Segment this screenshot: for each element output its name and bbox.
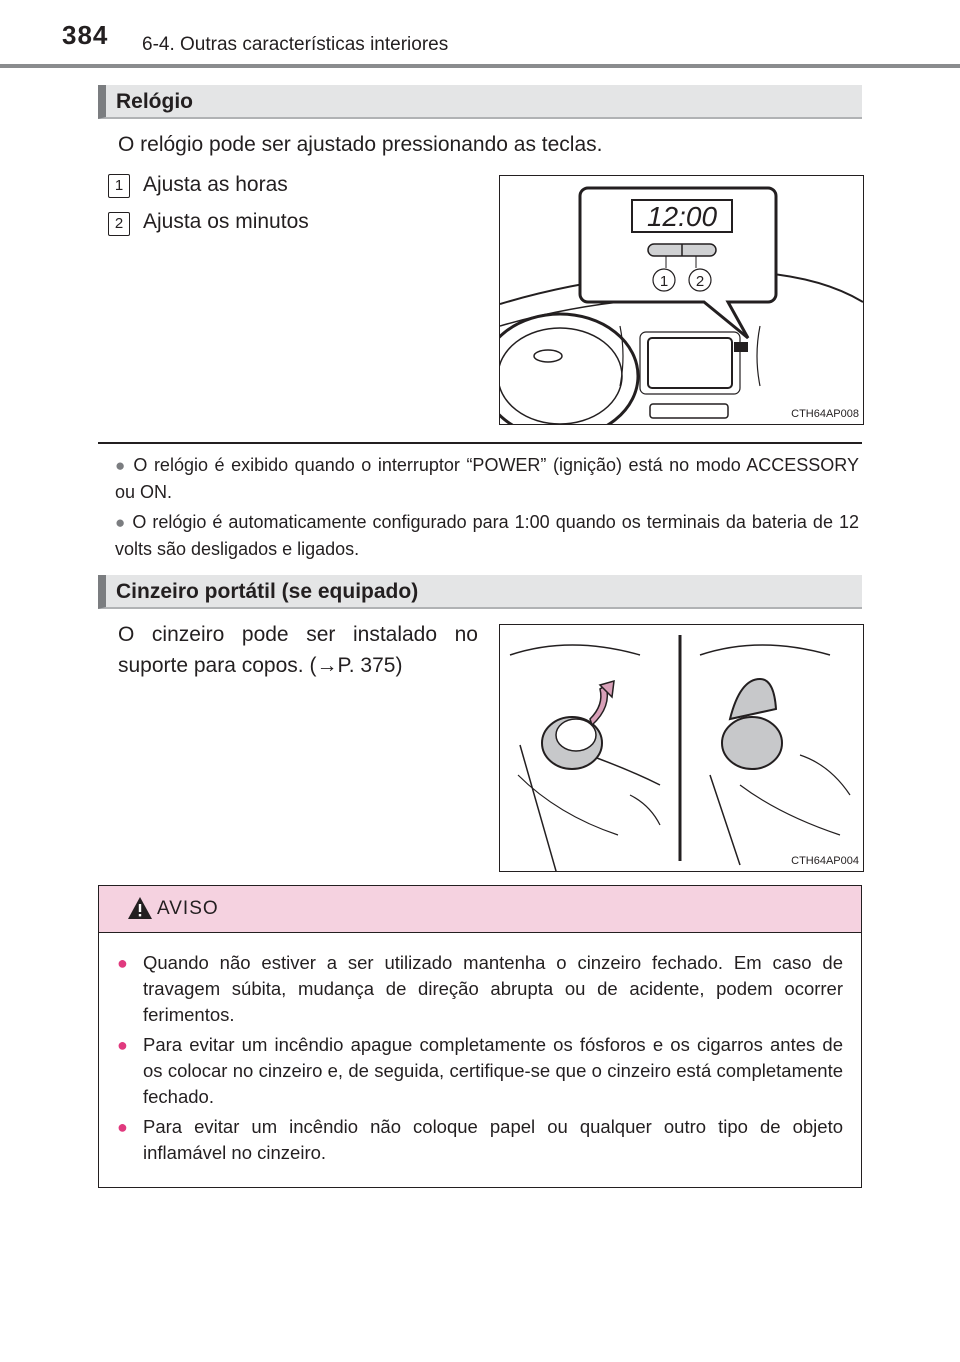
section-heading-clock-label: Relógio [116, 90, 193, 113]
item-number-badge: 2 [108, 212, 130, 236]
warning-box [98, 885, 862, 1188]
warning-item [117, 1032, 843, 1110]
note-text: O relógio é exibido quando o interruptor “POWER” (ignição) está no modo ACCESSORY ou ON. [115, 455, 859, 502]
section-heading-ashtray-label: Cinzeiro portátil (se equipado) [116, 580, 419, 603]
warning-text: Para evitar um incêndio não coloque papel ou qualquer outro tipo de objeto inflamável no cinzeiro. [143, 1116, 843, 1163]
warning-header [99, 886, 861, 933]
callout-2: 2 [695, 273, 705, 290]
item-number-badge: 1 [108, 174, 130, 198]
chapter-title: 6-4. Outras características interiores [142, 34, 449, 55]
note-item [115, 452, 859, 505]
bullet-icon: ● [117, 1117, 128, 1137]
section-heading-ashtray [98, 575, 862, 609]
dashboard-illustration [500, 176, 863, 424]
warning-triangle-icon [127, 896, 153, 920]
warning-item [117, 950, 843, 1028]
clock-display-text: 12:00 [646, 201, 718, 232]
warning-text: Para evitar um incêndio apague completamente os fósforos e os cigarros antes de os colocar no cinzeiro e, de seguida, certifique-se que o cinzeiro está completamente fechado. [143, 1034, 843, 1107]
ashtray-illustration [500, 625, 863, 871]
clock-item-hours: Ajusta as horas [143, 173, 288, 196]
notes-divider [98, 442, 862, 444]
callout-1: 1 [659, 273, 669, 290]
page-number: 384 [62, 20, 109, 50]
note-text: O relógio é automaticamente configurado para 1:00 quando os terminais da bateria de 12 volts são desligados e ligados. [115, 512, 859, 559]
figure-code: CTH64AP008 [791, 408, 859, 420]
ashtray-figure [499, 624, 864, 872]
note-item [115, 509, 859, 562]
bullet-icon: ● [115, 513, 127, 532]
bullet-icon: ● [117, 953, 128, 973]
clock-item-minutes: Ajusta os minutos [143, 210, 309, 233]
bullet-icon: ● [117, 1035, 128, 1055]
bullet-icon: ● [115, 456, 127, 475]
warning-text: Quando não estiver a ser utilizado mantenha o cinzeiro fechado. Em caso de travagem súbita, mudança de direção abrupta ou de acidente, podem ocorrer ferimentos. [143, 952, 843, 1025]
header-divider [0, 64, 960, 68]
warning-item [117, 1114, 843, 1166]
ashtray-text: O cinzeiro pode ser instalado no suporte para copos. (→P. 375) [118, 623, 478, 677]
figure-code: CTH64AP004 [791, 855, 859, 867]
clock-intro: O relógio pode ser ajustado pressionando as teclas. [118, 133, 603, 156]
warning-label: AVISO [157, 898, 219, 919]
section-heading-clock [98, 85, 862, 119]
clock-figure [499, 175, 864, 425]
